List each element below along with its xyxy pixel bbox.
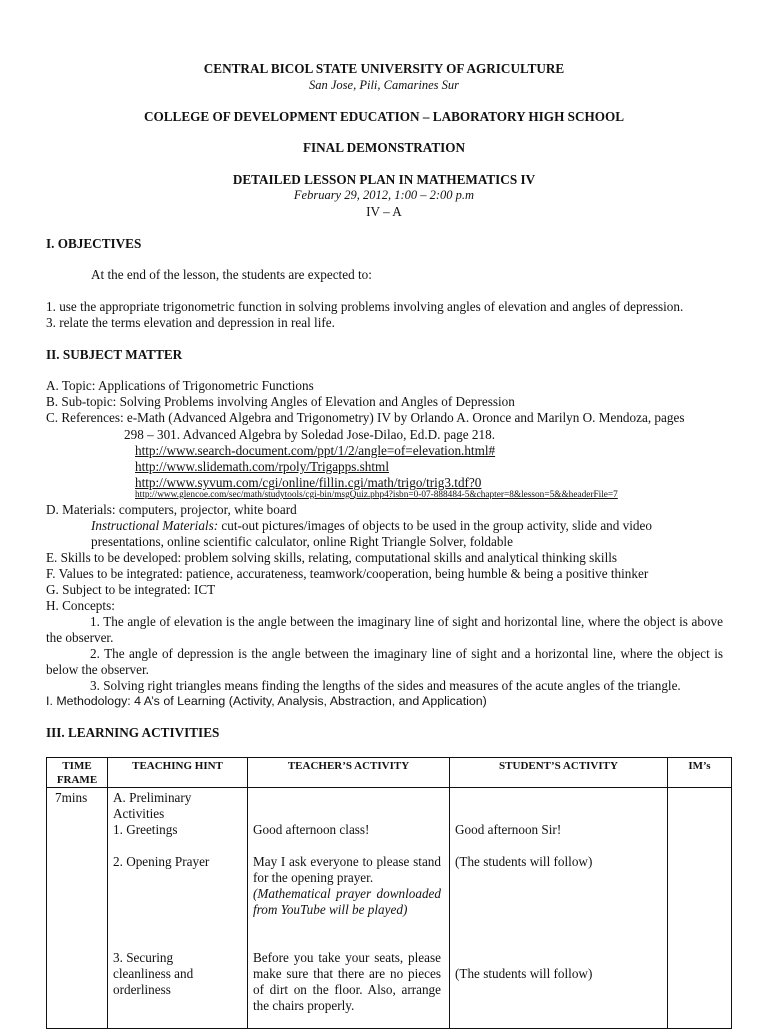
time-frame-value: 7mins xyxy=(55,790,88,805)
references-line: C. References: e-Math (Advanced Algebra and Trigonometry) IV by Orlando A. Oronce and Marilyn O. Mendoza, pages xyxy=(46,410,685,425)
table-header-row xyxy=(47,758,732,788)
university-address: San Jose, Pili, Camarines Sur xyxy=(309,78,459,92)
materials-line: D. Materials: computers, projector, white board xyxy=(46,502,297,517)
reference-link-1[interactable]: http://www.search-document.com/ppt/1/2/angle=of=elevation.html# xyxy=(135,443,496,458)
concept-2: 2. The angle of depression is the angle between the imaginary line of sight and a horizontal line, where the object is below the observer. xyxy=(46,646,723,677)
lesson-plan-title: DETAILED LESSON PLAN IN MATHEMATICS IV xyxy=(232,172,536,187)
hint-greetings: 1. Greetings xyxy=(113,822,178,837)
instructional-materials-line xyxy=(91,518,652,534)
lesson-date: February 29, 2012, 1:00 – 2:00 p.m xyxy=(293,188,475,202)
col-teaching-hint: TEACHING HINT xyxy=(108,758,248,788)
skills-line: E. Skills to be developed: problem solving skills, relating, computational skills and analytical thinking skills xyxy=(46,550,618,565)
student-cell xyxy=(450,788,668,1029)
subject-matter-heading: II. SUBJECT MATTER xyxy=(46,347,183,362)
hint-preliminary: A. Preliminary Activities xyxy=(113,790,192,821)
teacher-prayer-note: (Mathematical prayer downloaded from YouTube will be played) xyxy=(253,886,441,917)
concepts-heading: H. Concepts: xyxy=(46,598,115,613)
col-ims: IM’s xyxy=(668,758,732,788)
time-cell xyxy=(47,788,108,1029)
reference-link-3[interactable]: http://www.syvum.com/cgi/online/fillin.cgi/math/trigo/trig3.tdf?0 xyxy=(135,475,482,490)
instructional-materials-text: cut-out pictures/images of objects to be used in the group activity, slide and video xyxy=(218,518,652,533)
concept-3: 3. Solving right triangles means finding the lengths of the sides and measures of the acute angles of the triangle. xyxy=(90,678,681,693)
col-teachers-activity: TEACHER’S ACTIVITY xyxy=(248,758,450,788)
references-line-2: 298 – 301. Advanced Algebra by Soledad Jose-Dilao, Ed.D. page 218. xyxy=(124,427,496,442)
student-greeting: Good afternoon Sir! xyxy=(455,822,562,837)
student-cleanliness: (The students will follow) xyxy=(455,966,593,981)
topic-line: A. Topic: Applications of Trigonometric Functions xyxy=(46,378,314,393)
instructional-materials-label: Instructional Materials: xyxy=(91,518,219,533)
teacher-cleanliness: Before you take your seats, please make sure that there are no pieces of dirt on the floor. Also, arrange the chairs properly. xyxy=(253,950,441,1013)
table-row xyxy=(47,788,732,1029)
college-name: COLLEGE OF DEVELOPMENT EDUCATION – LABORATORY HIGH SCHOOL xyxy=(143,109,625,124)
university-name: CENTRAL BICOL STATE UNIVERSITY OF AGRICULTURE xyxy=(203,61,565,76)
hint-cleanliness: 3. Securing cleanliness and orderliness xyxy=(113,950,194,997)
class-section: IV – A xyxy=(366,204,402,219)
hint-opening-prayer: 2. Opening Prayer xyxy=(113,854,210,869)
objectives-heading: I. OBJECTIVES xyxy=(46,236,142,251)
hint-cell xyxy=(108,788,248,1029)
teacher-prayer: May I ask everyone to please stand for the opening prayer. xyxy=(253,854,441,885)
subtopic-line: B. Sub-topic: Solving Problems involving Angles of Elevation and Angles of Depression xyxy=(46,394,515,409)
col-time-frame: TIME FRAME xyxy=(47,758,108,788)
ims-cell xyxy=(668,788,732,1029)
teacher-cell xyxy=(248,788,450,1029)
learning-activities-heading: III. LEARNING ACTIVITIES xyxy=(46,725,220,740)
objectives-intro: At the end of the lesson, the students are expected to: xyxy=(91,267,372,282)
methodology-line: I. Methodology: 4 A’s of Learning (Activity, Analysis, Abstraction, and Application) xyxy=(46,694,487,708)
learning-activities-table xyxy=(46,757,732,1029)
instructional-materials-line-2: presentations, online scientific calculator, online Right Triangle Solver, foldable xyxy=(91,534,513,549)
objective-item-1: 1. use the appropriate trigonometric function in solving problems involving angles of elevation and angles of depression. xyxy=(46,299,684,314)
student-prayer: (The students will follow) xyxy=(455,854,593,869)
objective-item-3: 3. relate the terms elevation and depression in real life. xyxy=(46,315,335,330)
demo-title: FINAL DEMONSTRATION xyxy=(302,140,466,155)
reference-link-2[interactable]: http://www.slidemath.com/rpoly/Trigapps.shtml xyxy=(135,459,389,474)
subject-integrated-line: G. Subject to be integrated: ICT xyxy=(46,582,216,597)
concept-1: 1. The angle of elevation is the angle between the imaginary line of sight and horizontal line, where the object is above the observer. xyxy=(46,614,723,645)
reference-link-4[interactable]: http://www.glencoe.com/sec/math/studytools/cgi-bin/msgQuiz.php4?isbn=0-07-888484-5&chapter=8&lesson=5&&headerFile=7 xyxy=(135,490,618,500)
teacher-greeting: Good afternoon class! xyxy=(253,822,370,837)
values-line: F. Values to be integrated: patience, accurateness, teamwork/cooperation, being humble & being a positive thinker xyxy=(46,566,649,581)
col-students-activity: STUDENT’S ACTIVITY xyxy=(450,758,668,788)
